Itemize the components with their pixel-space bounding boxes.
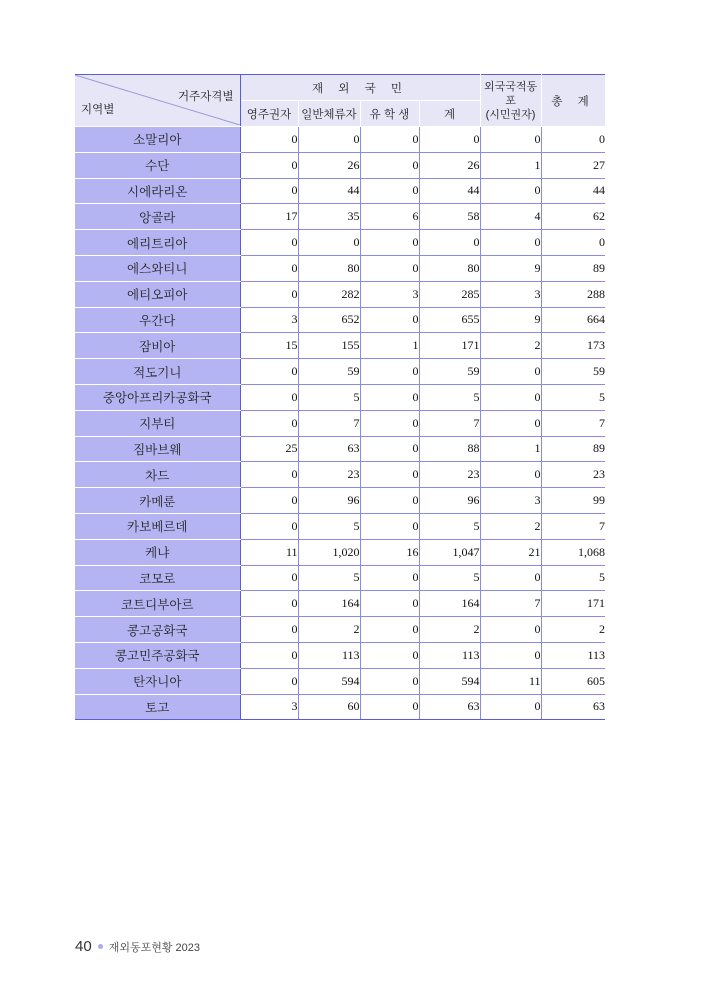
general-residents-value: 7 <box>298 410 360 436</box>
students-value: 0 <box>360 694 419 720</box>
permanent-residents-value: 15 <box>240 333 298 359</box>
foreign-nationals-value: 1 <box>480 436 541 462</box>
students-value: 0 <box>360 513 419 539</box>
table-row <box>75 642 605 668</box>
subtotal-value: 96 <box>419 488 480 514</box>
general-residents-value: 5 <box>298 513 360 539</box>
permanent-residents-value: 0 <box>240 668 298 694</box>
students-value: 0 <box>360 359 419 385</box>
header-general-residents: 일반체류자 <box>298 101 360 127</box>
table-row <box>75 255 605 281</box>
students-value: 0 <box>360 488 419 514</box>
region-name: 잠비아 <box>75 333 240 359</box>
region-name: 토고 <box>75 694 240 720</box>
header-foreign-nationals: 외국국적동포 (시민권자) <box>480 75 541 127</box>
subtotal-value: 44 <box>419 178 480 204</box>
foreign-nationals-value: 0 <box>480 462 541 488</box>
table-row <box>75 230 605 256</box>
total-value: 44 <box>541 178 605 204</box>
header-corner-cell <box>75 75 240 127</box>
subtotal-value: 80 <box>419 255 480 281</box>
total-value: 63 <box>541 694 605 720</box>
region-name: 카메룬 <box>75 488 240 514</box>
general-residents-value: 80 <box>298 255 360 281</box>
general-residents-value: 44 <box>298 178 360 204</box>
subtotal-value: 0 <box>419 230 480 256</box>
subtotal-value: 7 <box>419 410 480 436</box>
general-residents-value: 59 <box>298 359 360 385</box>
students-value: 0 <box>360 410 419 436</box>
students-value: 1 <box>360 333 419 359</box>
permanent-residents-value: 25 <box>240 436 298 462</box>
general-residents-value: 652 <box>298 307 360 333</box>
total-value: 2 <box>541 617 605 643</box>
permanent-residents-value: 0 <box>240 462 298 488</box>
total-value: 7 <box>541 513 605 539</box>
subtotal-value: 655 <box>419 307 480 333</box>
subtotal-value: 88 <box>419 436 480 462</box>
table-body <box>75 127 605 720</box>
total-value: 171 <box>541 591 605 617</box>
total-value: 605 <box>541 668 605 694</box>
table-row <box>75 204 605 230</box>
students-value: 0 <box>360 617 419 643</box>
table-row <box>75 668 605 694</box>
subtotal-value: 171 <box>419 333 480 359</box>
total-value: 1,068 <box>541 539 605 565</box>
subtotal-value: 113 <box>419 642 480 668</box>
permanent-residents-value: 0 <box>240 230 298 256</box>
students-value: 3 <box>360 281 419 307</box>
general-residents-value: 0 <box>298 230 360 256</box>
region-name: 짐바브웨 <box>75 436 240 462</box>
foreign-nationals-value: 0 <box>480 384 541 410</box>
total-value: 59 <box>541 359 605 385</box>
total-value: 99 <box>541 488 605 514</box>
foreign-nationals-value: 0 <box>480 230 541 256</box>
students-value: 0 <box>360 307 419 333</box>
total-value: 173 <box>541 333 605 359</box>
subtotal-value: 594 <box>419 668 480 694</box>
general-residents-value: 113 <box>298 642 360 668</box>
header-students: 유 학 생 <box>360 101 419 127</box>
foreign-nationals-value: 1 <box>480 152 541 178</box>
table-row <box>75 513 605 539</box>
region-name: 탄자니아 <box>75 668 240 694</box>
total-value: 89 <box>541 255 605 281</box>
table-row <box>75 539 605 565</box>
general-residents-value: 63 <box>298 436 360 462</box>
table-row <box>75 359 605 385</box>
table-row <box>75 281 605 307</box>
table-row <box>75 333 605 359</box>
students-value: 0 <box>360 591 419 617</box>
general-residents-value: 60 <box>298 694 360 720</box>
permanent-residents-value: 0 <box>240 642 298 668</box>
table-row <box>75 617 605 643</box>
students-value: 0 <box>360 462 419 488</box>
permanent-residents-value: 0 <box>240 281 298 307</box>
permanent-residents-value: 0 <box>240 488 298 514</box>
students-value: 6 <box>360 204 419 230</box>
permanent-residents-value: 0 <box>240 178 298 204</box>
group-header-nationals: 재 외 국 민 <box>240 75 480 101</box>
region-name: 콩고민주공화국 <box>75 642 240 668</box>
students-value: 0 <box>360 127 419 153</box>
table-row <box>75 436 605 462</box>
foreign-nationals-value: 0 <box>480 694 541 720</box>
subtotal-value: 59 <box>419 359 480 385</box>
subtotal-value: 5 <box>419 384 480 410</box>
statistics-table <box>75 74 606 720</box>
permanent-residents-value: 0 <box>240 384 298 410</box>
students-value: 0 <box>360 384 419 410</box>
foreign-nationals-value: 7 <box>480 591 541 617</box>
total-value: 89 <box>541 436 605 462</box>
table-row <box>75 565 605 591</box>
students-value: 0 <box>360 230 419 256</box>
total-value: 0 <box>541 127 605 153</box>
region-name: 카보베르데 <box>75 513 240 539</box>
subtotal-value: 58 <box>419 204 480 230</box>
page-footer <box>75 938 200 955</box>
total-value: 27 <box>541 152 605 178</box>
foreign-nationals-value: 0 <box>480 359 541 385</box>
students-value: 0 <box>360 565 419 591</box>
region-name: 앙골라 <box>75 204 240 230</box>
total-value: 664 <box>541 307 605 333</box>
permanent-residents-value: 0 <box>240 591 298 617</box>
table-row <box>75 127 605 153</box>
general-residents-value: 282 <box>298 281 360 307</box>
total-value: 5 <box>541 384 605 410</box>
subtotal-value: 23 <box>419 462 480 488</box>
general-residents-value: 1,020 <box>298 539 360 565</box>
foreign-nationals-value: 3 <box>480 488 541 514</box>
subtotal-value: 164 <box>419 591 480 617</box>
permanent-residents-value: 0 <box>240 152 298 178</box>
general-residents-value: 5 <box>298 384 360 410</box>
foreign-nationals-value: 3 <box>480 281 541 307</box>
column-axis-label: 거주자격별 <box>177 91 234 103</box>
total-value: 288 <box>541 281 605 307</box>
table-row <box>75 384 605 410</box>
total-value: 113 <box>541 642 605 668</box>
students-value: 0 <box>360 642 419 668</box>
table-row <box>75 488 605 514</box>
region-name: 우간다 <box>75 307 240 333</box>
foreign-nationals-value: 0 <box>480 178 541 204</box>
subtotal-value: 63 <box>419 694 480 720</box>
general-residents-value: 96 <box>298 488 360 514</box>
subtotal-value: 0 <box>419 127 480 153</box>
students-value: 16 <box>360 539 419 565</box>
header-row-1 <box>75 75 605 101</box>
permanent-residents-value: 0 <box>240 617 298 643</box>
students-value: 0 <box>360 668 419 694</box>
permanent-residents-value: 0 <box>240 359 298 385</box>
total-value: 62 <box>541 204 605 230</box>
permanent-residents-value: 3 <box>240 694 298 720</box>
permanent-residents-value: 17 <box>240 204 298 230</box>
permanent-residents-value: 0 <box>240 127 298 153</box>
foreign-nationals-value: 9 <box>480 255 541 281</box>
permanent-residents-value: 0 <box>240 565 298 591</box>
total-value: 7 <box>541 410 605 436</box>
foreign-nationals-value: 0 <box>480 617 541 643</box>
foreign-nationals-value: 21 <box>480 539 541 565</box>
bullet-icon <box>98 944 103 949</box>
region-name: 에리트리아 <box>75 230 240 256</box>
page-number: 40 <box>75 938 92 955</box>
region-name: 케냐 <box>75 539 240 565</box>
foreign-nationals-value: 4 <box>480 204 541 230</box>
region-name: 콩고공화국 <box>75 617 240 643</box>
region-name: 코트디부아르 <box>75 591 240 617</box>
table-row <box>75 591 605 617</box>
publication-title: 재외동포현황 2023 <box>108 941 200 954</box>
permanent-residents-value: 11 <box>240 539 298 565</box>
permanent-residents-value: 0 <box>240 410 298 436</box>
general-residents-value: 164 <box>298 591 360 617</box>
subtotal-value: 5 <box>419 565 480 591</box>
region-name: 소말리아 <box>75 127 240 153</box>
foreign-nationals-value: 0 <box>480 565 541 591</box>
region-name: 중앙아프리카공화국 <box>75 384 240 410</box>
students-value: 0 <box>360 255 419 281</box>
region-name: 차드 <box>75 462 240 488</box>
foreign-nationals-value: 2 <box>480 513 541 539</box>
foreign-nationals-value: 9 <box>480 307 541 333</box>
subtotal-value: 1,047 <box>419 539 480 565</box>
table-row <box>75 410 605 436</box>
table-row <box>75 152 605 178</box>
permanent-residents-value: 0 <box>240 255 298 281</box>
header-subtotal: 계 <box>419 101 480 127</box>
foreign-nationals-value: 0 <box>480 410 541 436</box>
students-value: 0 <box>360 436 419 462</box>
general-residents-value: 2 <box>298 617 360 643</box>
subtotal-value: 26 <box>419 152 480 178</box>
header-permanent-residents: 영주권자 <box>240 101 298 127</box>
general-residents-value: 26 <box>298 152 360 178</box>
region-name: 수단 <box>75 152 240 178</box>
permanent-residents-value: 3 <box>240 307 298 333</box>
general-residents-value: 0 <box>298 127 360 153</box>
region-name: 에티오피아 <box>75 281 240 307</box>
permanent-residents-value: 0 <box>240 513 298 539</box>
students-value: 0 <box>360 178 419 204</box>
region-name: 에스와티니 <box>75 255 240 281</box>
general-residents-value: 35 <box>298 204 360 230</box>
region-name: 시에라리온 <box>75 178 240 204</box>
region-name: 적도기니 <box>75 359 240 385</box>
row-axis-label: 지역별 <box>81 104 115 116</box>
region-name: 코모로 <box>75 565 240 591</box>
foreign-nationals-value: 2 <box>480 333 541 359</box>
subtotal-value: 2 <box>419 617 480 643</box>
general-residents-value: 155 <box>298 333 360 359</box>
general-residents-value: 23 <box>298 462 360 488</box>
table-row <box>75 178 605 204</box>
foreign-nationals-value: 0 <box>480 127 541 153</box>
total-value: 23 <box>541 462 605 488</box>
total-value: 5 <box>541 565 605 591</box>
foreign-nationals-value: 0 <box>480 642 541 668</box>
subtotal-value: 5 <box>419 513 480 539</box>
general-residents-value: 5 <box>298 565 360 591</box>
subtotal-value: 285 <box>419 281 480 307</box>
table-row <box>75 694 605 720</box>
table-row <box>75 462 605 488</box>
general-residents-value: 594 <box>298 668 360 694</box>
foreign-nationals-value: 11 <box>480 668 541 694</box>
total-value: 0 <box>541 230 605 256</box>
region-name: 지부티 <box>75 410 240 436</box>
students-value: 0 <box>360 152 419 178</box>
table-row <box>75 307 605 333</box>
header-total: 총 계 <box>541 75 605 127</box>
